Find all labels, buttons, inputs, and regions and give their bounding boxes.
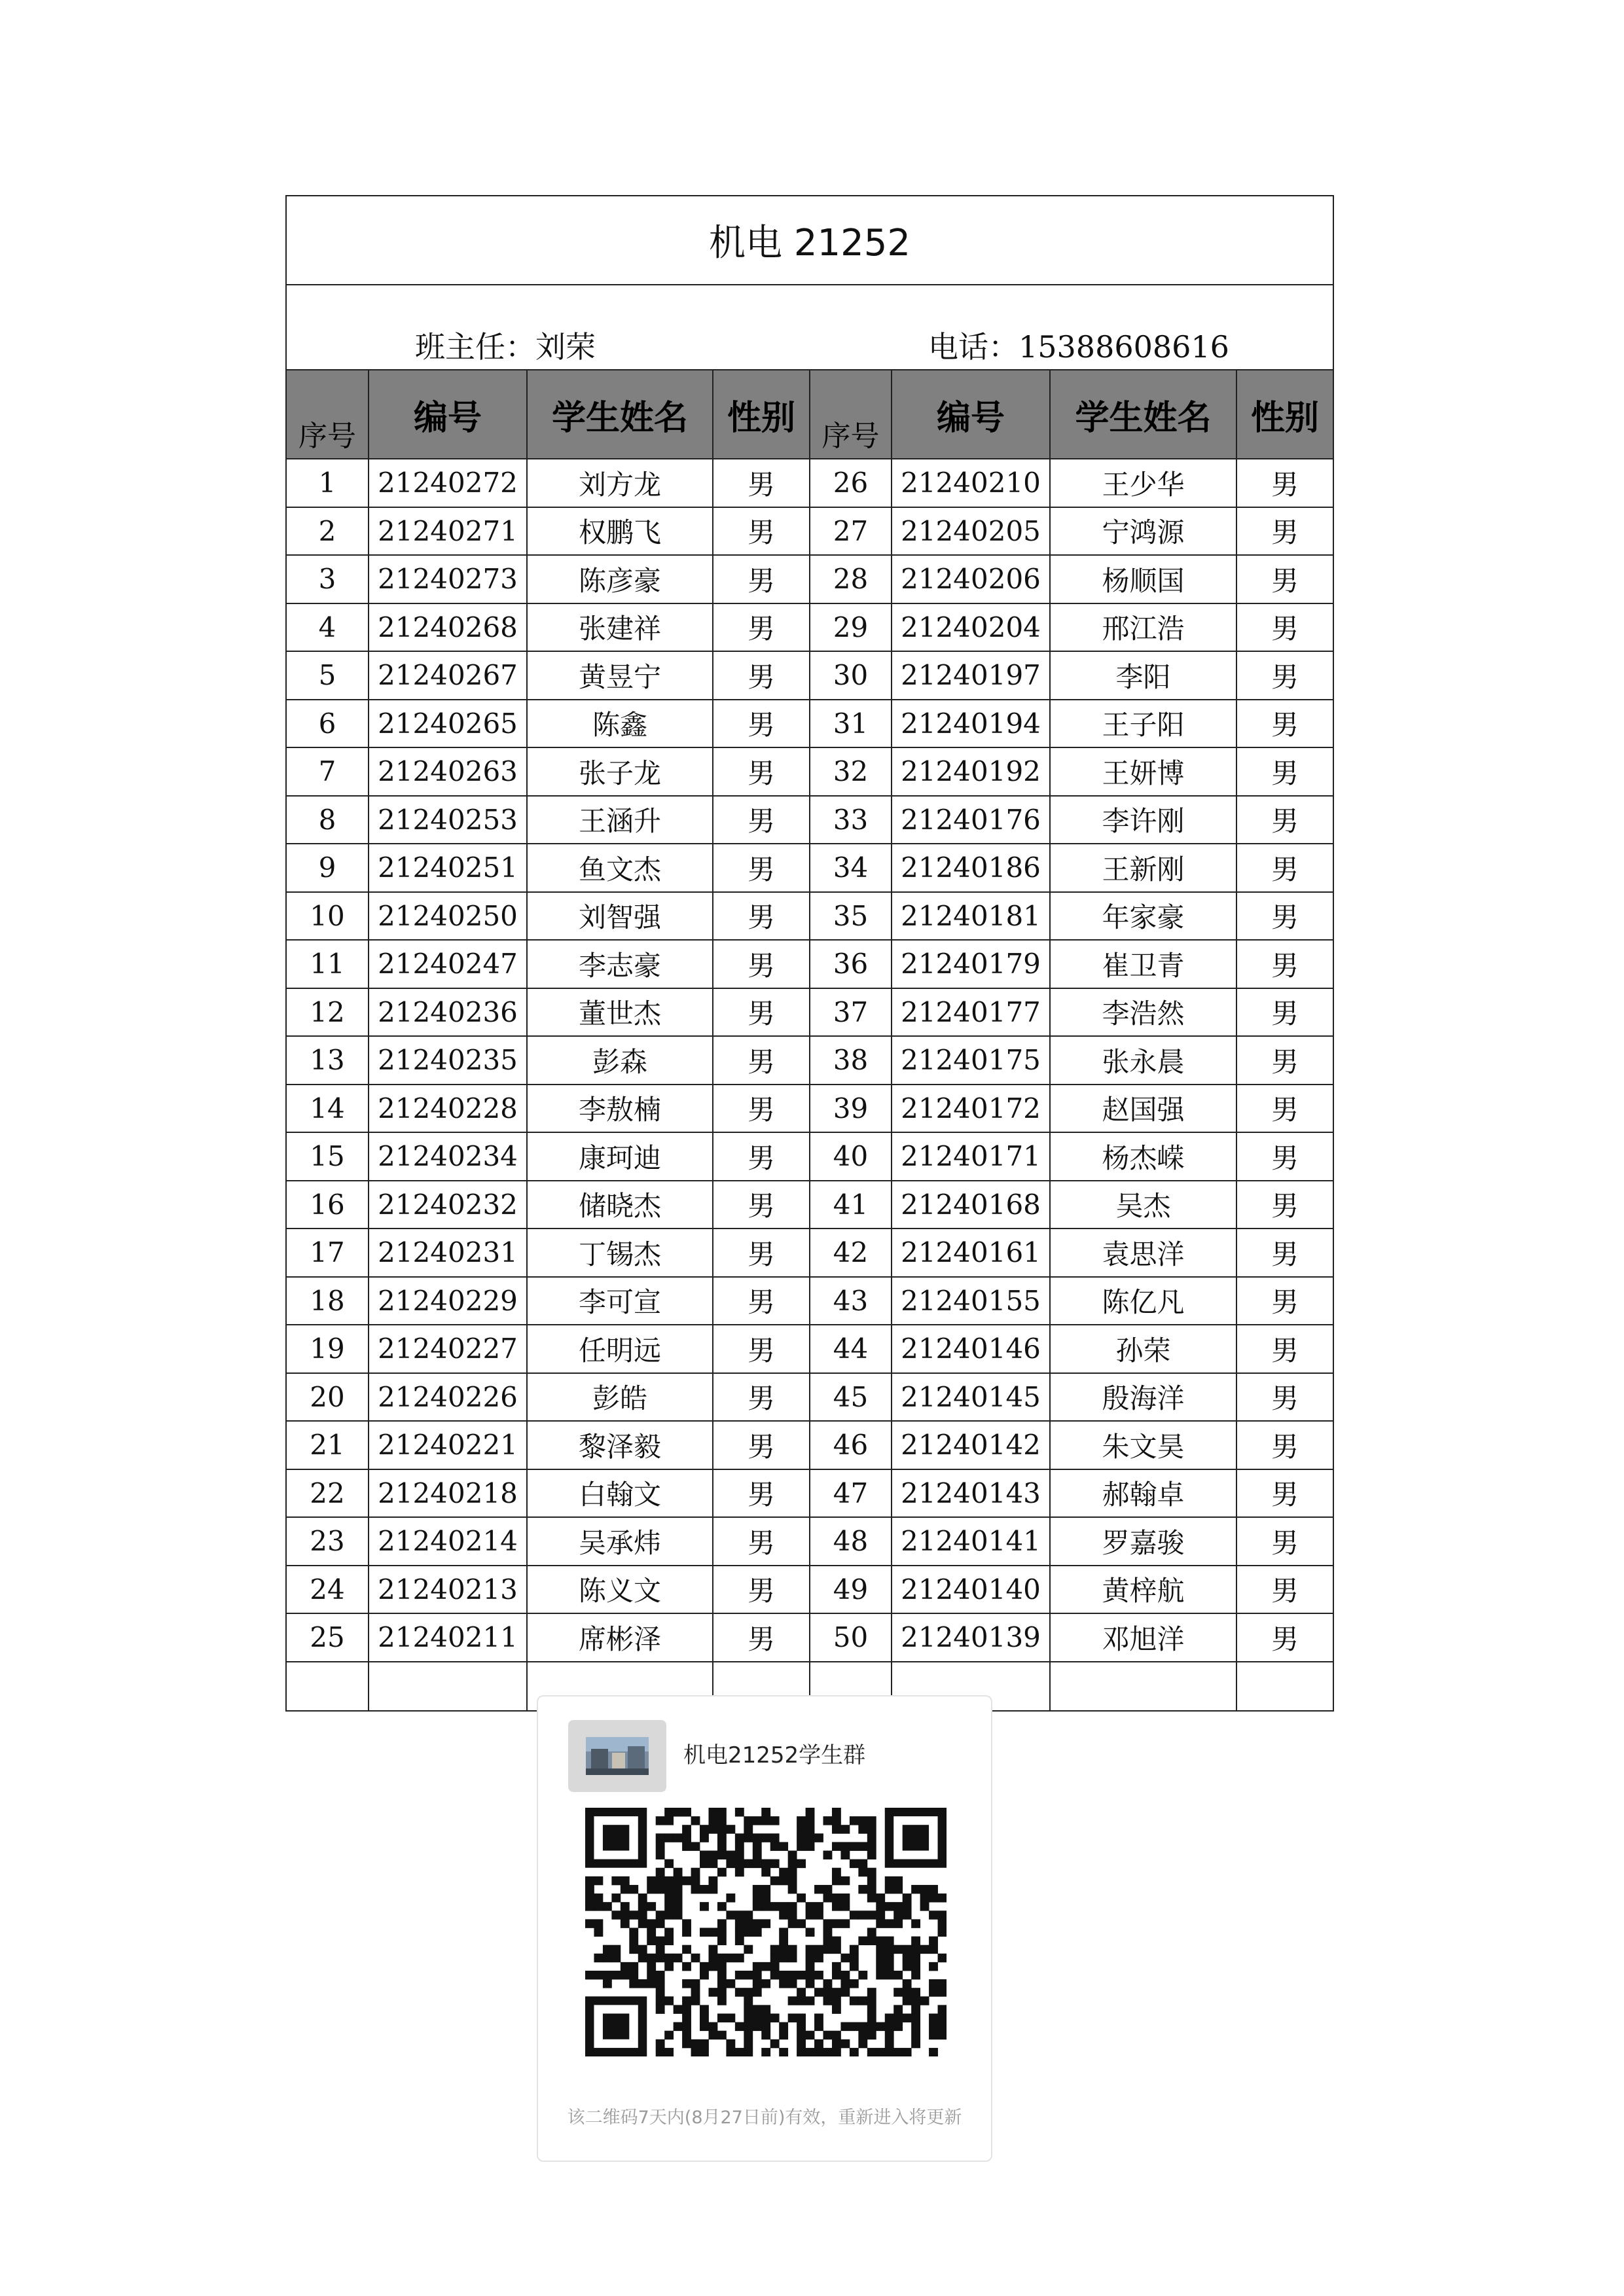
gender-right: 男: [1236, 1613, 1333, 1662]
student-name-right: 李阳: [1050, 651, 1236, 700]
student-id-left: 21240235: [369, 1036, 527, 1085]
student-id-right: 21240181: [892, 892, 1050, 941]
index-left: 16: [287, 1181, 369, 1229]
gender-left: 男: [713, 892, 810, 941]
table-row: [287, 507, 1333, 556]
index-right: 44: [810, 1325, 892, 1373]
table-row: [287, 1085, 1333, 1133]
student-name-right: 邓旭洋: [1050, 1613, 1236, 1662]
student-id-right: 21240143: [892, 1469, 1050, 1518]
index-left: 10: [287, 892, 369, 941]
student-name-left: 黎泽毅: [527, 1421, 713, 1469]
table-row: [287, 1036, 1333, 1085]
index-right: 40: [810, 1132, 892, 1181]
student-name-left: 白翰文: [527, 1469, 713, 1518]
index-left: 4: [287, 603, 369, 652]
student-name-right: 李浩然: [1050, 988, 1236, 1037]
table-row: [287, 1566, 1333, 1614]
student-id-right: 21240197: [892, 651, 1050, 700]
student-name-left: 董世杰: [527, 988, 713, 1037]
table-row: [287, 1469, 1333, 1518]
student-id-left: 21240273: [369, 555, 527, 603]
student-name-left: 鱼文杰: [527, 844, 713, 892]
index-right: 49: [810, 1566, 892, 1614]
header-gender-left: 性别: [713, 370, 810, 459]
roster-title: 机电 21252: [287, 196, 1333, 285]
student-id-right: 21240142: [892, 1421, 1050, 1469]
student-id-right: 21240179: [892, 940, 1050, 988]
table-row: [287, 651, 1333, 700]
index-left: 8: [287, 796, 369, 844]
index-right: 26: [810, 459, 892, 507]
class-info-row: [287, 285, 1333, 370]
table-row: [287, 1421, 1333, 1469]
index-left: 2: [287, 507, 369, 556]
index-left: 3: [287, 555, 369, 603]
table-row: [287, 555, 1333, 603]
student-id-right: 21240155: [892, 1277, 1050, 1325]
student-id-right: 21240210: [892, 459, 1050, 507]
header-id-left: 编号: [369, 370, 527, 459]
student-id-right: 21240175: [892, 1036, 1050, 1085]
table-header-row: [287, 370, 1333, 459]
gender-left: 男: [713, 1421, 810, 1469]
table-row: [287, 747, 1333, 796]
student-name-left: 吴承炜: [527, 1517, 713, 1566]
head-teacher: [415, 323, 596, 367]
index-right: 30: [810, 651, 892, 700]
student-id-right: 21240146: [892, 1325, 1050, 1373]
header-name-right: 学生姓名: [1050, 370, 1236, 459]
index-right: 29: [810, 603, 892, 652]
student-name-left: 彭皓: [527, 1373, 713, 1422]
student-table: [287, 370, 1333, 1710]
gender-left: 男: [713, 1181, 810, 1229]
index-right: 35: [810, 892, 892, 941]
student-id-left: 21240263: [369, 747, 527, 796]
gender-right: 男: [1236, 1421, 1333, 1469]
index-right: 34: [810, 844, 892, 892]
student-name-left: 张子龙: [527, 747, 713, 796]
index-left: 11: [287, 940, 369, 988]
student-name-left: 李可宣: [527, 1277, 713, 1325]
student-id-left: 21240250: [369, 892, 527, 941]
student-id-left: 21240227: [369, 1325, 527, 1373]
student-id-right: 21240186: [892, 844, 1050, 892]
student-name-left: 任明远: [527, 1325, 713, 1373]
index-left: 21: [287, 1421, 369, 1469]
table-row: [287, 796, 1333, 844]
index-left: 12: [287, 988, 369, 1037]
index-right: 38: [810, 1036, 892, 1085]
student-id-right: 21240161: [892, 1229, 1050, 1277]
student-id-left: 21240218: [369, 1469, 527, 1518]
student-id-right: 21240194: [892, 700, 1050, 748]
student-name-right: 罗嘉骏: [1050, 1517, 1236, 1566]
index-right: 33: [810, 796, 892, 844]
index-left: 23: [287, 1517, 369, 1566]
student-name-right: 朱文昊: [1050, 1421, 1236, 1469]
qr-code-icon[interactable]: [585, 1808, 947, 2056]
student-name-right: 赵国强: [1050, 1085, 1236, 1133]
student-id-right: 21240192: [892, 747, 1050, 796]
student-id-left: 21240211: [369, 1613, 527, 1662]
empty-cell: [369, 1662, 527, 1710]
gender-left: 男: [713, 555, 810, 603]
index-left: 14: [287, 1085, 369, 1133]
gender-right: 男: [1236, 1085, 1333, 1133]
student-name-right: 王妍博: [1050, 747, 1236, 796]
header-gender-right: 性别: [1236, 370, 1333, 459]
student-id-left: 21240268: [369, 603, 527, 652]
index-left: 20: [287, 1373, 369, 1422]
group-name: 机电21252学生群: [683, 1742, 866, 1768]
gender-left: 男: [713, 1036, 810, 1085]
student-name-right: 邢江浩: [1050, 603, 1236, 652]
index-right: 47: [810, 1469, 892, 1518]
gender-left: 男: [713, 700, 810, 748]
teacher-phone: [928, 323, 1229, 367]
student-name-right: 郝翰卓: [1050, 1469, 1236, 1518]
gender-right: 男: [1236, 1517, 1333, 1566]
index-right: 41: [810, 1181, 892, 1229]
student-name-left: 丁锡杰: [527, 1229, 713, 1277]
table-row: [287, 1373, 1333, 1422]
student-name-left: 储晓杰: [527, 1181, 713, 1229]
gender-left: 男: [713, 940, 810, 988]
student-name-right: 宁鸿源: [1050, 507, 1236, 556]
student-name-right: 孙荣: [1050, 1325, 1236, 1373]
student-id-left: 21240229: [369, 1277, 527, 1325]
index-left: 7: [287, 747, 369, 796]
table-row: [287, 988, 1333, 1037]
index-left: 1: [287, 459, 369, 507]
gender-right: 男: [1236, 1229, 1333, 1277]
student-name-right: 王子阳: [1050, 700, 1236, 748]
group-avatar-icon: [568, 1720, 666, 1792]
gender-right: 男: [1236, 1036, 1333, 1085]
student-id-left: 21240271: [369, 507, 527, 556]
gender-left: 男: [713, 1229, 810, 1277]
student-name-left: 席彬泽: [527, 1613, 713, 1662]
gender-right: 男: [1236, 555, 1333, 603]
gender-left: 男: [713, 651, 810, 700]
index-left: 13: [287, 1036, 369, 1085]
student-name-left: 黄昱宁: [527, 651, 713, 700]
gender-right: 男: [1236, 892, 1333, 941]
student-name-left: 权鹏飞: [527, 507, 713, 556]
student-id-left: 21240232: [369, 1181, 527, 1229]
header-id-right: 编号: [892, 370, 1050, 459]
table-row: [287, 1132, 1333, 1181]
gender-right: 男: [1236, 844, 1333, 892]
index-left: 6: [287, 700, 369, 748]
gender-left: 男: [713, 988, 810, 1037]
header-name-left: 学生姓名: [527, 370, 713, 459]
student-name-right: 吴杰: [1050, 1181, 1236, 1229]
student-name-left: 李志豪: [527, 940, 713, 988]
gender-left: 男: [713, 844, 810, 892]
table-row: [287, 1229, 1333, 1277]
student-name-left: 刘智强: [527, 892, 713, 941]
student-id-right: 21240204: [892, 603, 1050, 652]
student-name-left: 李敖楠: [527, 1085, 713, 1133]
student-name-left: 陈义文: [527, 1566, 713, 1614]
table-row: [287, 1181, 1333, 1229]
index-right: 50: [810, 1613, 892, 1662]
index-left: 18: [287, 1277, 369, 1325]
student-id-left: 21240221: [369, 1421, 527, 1469]
index-left: 9: [287, 844, 369, 892]
gender-right: 男: [1236, 507, 1333, 556]
wechat-group-qr-card: [537, 1695, 992, 2162]
gender-right: 男: [1236, 603, 1333, 652]
gender-left: 男: [713, 603, 810, 652]
table-row: [287, 1325, 1333, 1373]
student-name-right: 杨杰嵘: [1050, 1132, 1236, 1181]
student-name-right: 王新刚: [1050, 844, 1236, 892]
student-name-right: 王少华: [1050, 459, 1236, 507]
index-right: 46: [810, 1421, 892, 1469]
gender-left: 男: [713, 1277, 810, 1325]
student-id-left: 21240267: [369, 651, 527, 700]
student-id-right: 21240205: [892, 507, 1050, 556]
empty-cell: [1236, 1662, 1333, 1710]
student-name-right: 黄梓航: [1050, 1566, 1236, 1614]
gender-right: 男: [1236, 1373, 1333, 1422]
student-id-right: 21240206: [892, 555, 1050, 603]
student-name-right: 杨顺国: [1050, 555, 1236, 603]
index-right: 28: [810, 555, 892, 603]
student-name-left: 王涵升: [527, 796, 713, 844]
student-id-left: 21240228: [369, 1085, 527, 1133]
student-name-left: 彭森: [527, 1036, 713, 1085]
gender-left: 男: [713, 796, 810, 844]
qr-validity-note: 该二维码7天内(8月27日前)有效，重新进入将更新: [567, 2108, 962, 2128]
student-id-left: 21240214: [369, 1517, 527, 1566]
index-left: 19: [287, 1325, 369, 1373]
student-id-right: 21240171: [892, 1132, 1050, 1181]
gender-left: 男: [713, 507, 810, 556]
student-name-right: 崔卫青: [1050, 940, 1236, 988]
student-id-left: 21240251: [369, 844, 527, 892]
table-body: [287, 459, 1333, 1710]
class-roster-sheet: [285, 195, 1334, 1712]
gender-left: 男: [713, 1373, 810, 1422]
student-id-left: 21240272: [369, 459, 527, 507]
student-name-left: 康珂迪: [527, 1132, 713, 1181]
student-name-left: 陈彦豪: [527, 555, 713, 603]
student-name-right: 殷海洋: [1050, 1373, 1236, 1422]
table-row: [287, 940, 1333, 988]
gender-left: 男: [713, 1132, 810, 1181]
index-left: 5: [287, 651, 369, 700]
gender-right: 男: [1236, 651, 1333, 700]
gender-right: 男: [1236, 747, 1333, 796]
gender-right: 男: [1236, 988, 1333, 1037]
student-id-left: 21240253: [369, 796, 527, 844]
student-id-left: 21240265: [369, 700, 527, 748]
student-id-right: 21240168: [892, 1181, 1050, 1229]
index-right: 31: [810, 700, 892, 748]
gender-right: 男: [1236, 700, 1333, 748]
gender-right: 男: [1236, 1325, 1333, 1373]
head-teacher-label: 班主任：: [415, 329, 535, 365]
student-id-right: 21240145: [892, 1373, 1050, 1422]
gender-left: 男: [713, 1566, 810, 1614]
student-id-left: 21240234: [369, 1132, 527, 1181]
empty-cell: [287, 1662, 369, 1710]
gender-right: 男: [1236, 1277, 1333, 1325]
table-row: [287, 1517, 1333, 1566]
student-name-right: 李许刚: [1050, 796, 1236, 844]
student-name-left: 刘方龙: [527, 459, 713, 507]
student-name-right: 陈亿凡: [1050, 1277, 1236, 1325]
table-row: [287, 1277, 1333, 1325]
index-left: 15: [287, 1132, 369, 1181]
student-id-left: 21240236: [369, 988, 527, 1037]
gender-left: 男: [713, 459, 810, 507]
student-id-left: 21240213: [369, 1566, 527, 1614]
gender-left: 男: [713, 1613, 810, 1662]
index-right: 39: [810, 1085, 892, 1133]
index-left: 17: [287, 1229, 369, 1277]
gender-left: 男: [713, 1085, 810, 1133]
gender-right: 男: [1236, 1132, 1333, 1181]
gender-left: 男: [713, 1517, 810, 1566]
student-id-right: 21240177: [892, 988, 1050, 1037]
group-avatar-image: [586, 1737, 649, 1775]
index-left: 25: [287, 1613, 369, 1662]
student-name-right: 张永晨: [1050, 1036, 1236, 1085]
table-row: [287, 459, 1333, 507]
index-left: 24: [287, 1566, 369, 1614]
student-id-right: 21240141: [892, 1517, 1050, 1566]
student-id-left: 21240226: [369, 1373, 527, 1422]
gender-right: 男: [1236, 940, 1333, 988]
gender-right: 男: [1236, 1469, 1333, 1518]
index-right: 42: [810, 1229, 892, 1277]
empty-cell: [1050, 1662, 1236, 1710]
index-right: 36: [810, 940, 892, 988]
table-row: [287, 1613, 1333, 1662]
index-right: 48: [810, 1517, 892, 1566]
student-name-left: 张建祥: [527, 603, 713, 652]
index-right: 27: [810, 507, 892, 556]
table-row: [287, 700, 1333, 748]
student-id-right: 21240140: [892, 1566, 1050, 1614]
index-right: 43: [810, 1277, 892, 1325]
phone-number: 15388608616: [1019, 329, 1229, 365]
gender-left: 男: [713, 1325, 810, 1373]
index-right: 32: [810, 747, 892, 796]
gender-right: 男: [1236, 1566, 1333, 1614]
student-id-left: 21240231: [369, 1229, 527, 1277]
gender-left: 男: [713, 1469, 810, 1518]
gender-right: 男: [1236, 459, 1333, 507]
gender-right: 男: [1236, 1181, 1333, 1229]
index-left: 22: [287, 1469, 369, 1518]
header-index-left: 序号: [287, 370, 369, 459]
student-name-right: 袁思洋: [1050, 1229, 1236, 1277]
student-name-left: 陈鑫: [527, 700, 713, 748]
index-right: 37: [810, 988, 892, 1037]
student-id-left: 21240247: [369, 940, 527, 988]
header-index-right: 序号: [810, 370, 892, 459]
student-id-right: 21240172: [892, 1085, 1050, 1133]
table-row: [287, 892, 1333, 941]
student-id-right: 21240139: [892, 1613, 1050, 1662]
gender-right: 男: [1236, 796, 1333, 844]
table-row: [287, 603, 1333, 652]
student-id-right: 21240176: [892, 796, 1050, 844]
phone-label: 电话：: [928, 329, 1019, 365]
index-right: 45: [810, 1373, 892, 1422]
table-row: [287, 844, 1333, 892]
gender-left: 男: [713, 747, 810, 796]
head-teacher-name: 刘荣: [535, 329, 596, 365]
student-name-right: 年家豪: [1050, 892, 1236, 941]
